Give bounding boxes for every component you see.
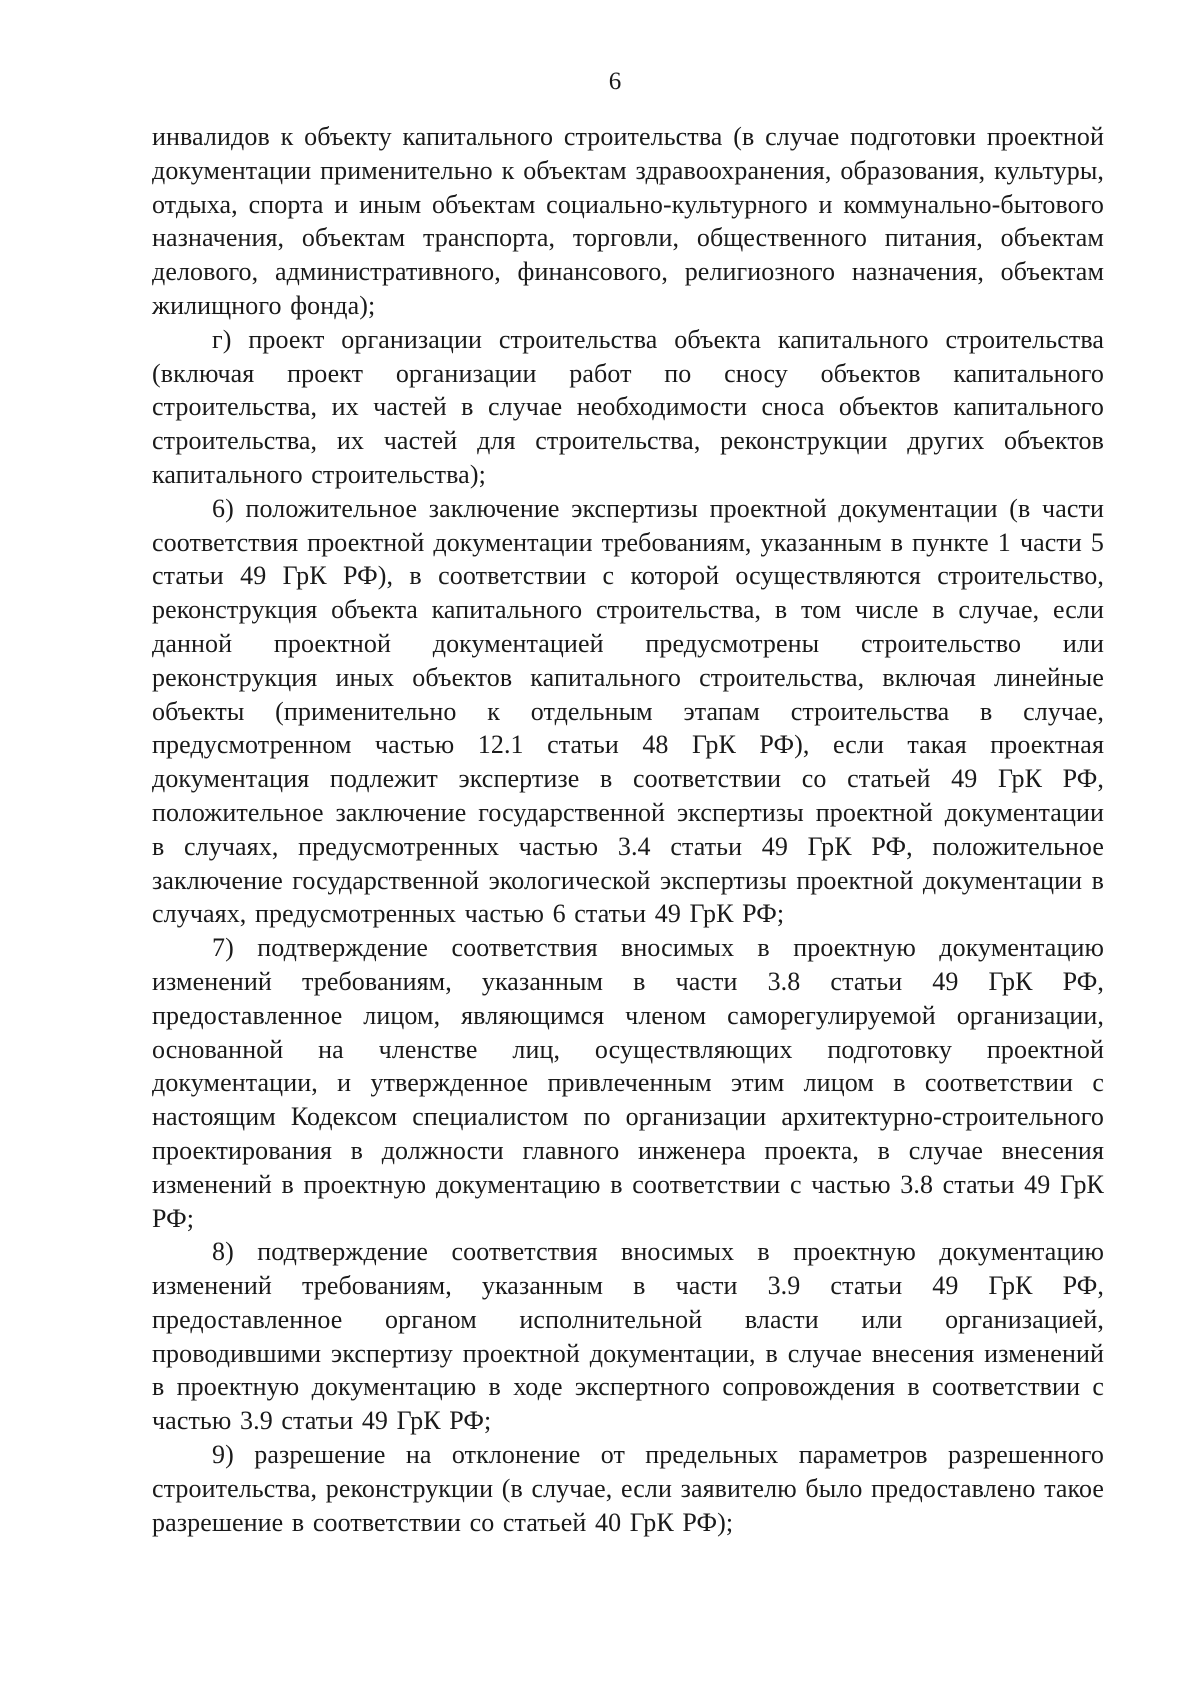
paragraph-item-g: г) проект организации строительства объекта капитального строительства (включая проект организации работ по сносу объектов капитального строительства, их частей в случае необходимости сноса объектов капитального строительства, их частей для строительства, реконструкции других объектов капитального строительства); bbox=[152, 324, 1104, 489]
paragraph-continuation: инвалидов к объекту капитального строительства (в случае подготовки проектной документации применительно к объектам здравоохранения, образования, культуры, отдыха, спорта и иным объектам социально-культурного и коммунально-бытового назначения, объектам транспорта, торговли, общественного питания, объектам делового, административного, финансового, религиозного назначения, объектам жилищного фонда); bbox=[152, 122, 1104, 320]
paragraph-item-9: 9) разрешение на отклонение от предельных параметров разрешенного строительства, реконструкции (в случае, если заявителю было предоставлено такое разрешение в соответствии со статьей 40 ГрК РФ); bbox=[152, 1440, 1104, 1537]
page-number: 6 bbox=[608, 68, 622, 95]
paragraph-item-6: 6) положительное заключение экспертизы проектной документации (в части соответствия проектной документации требованиям, указанным в пункте 1 части 5 статьи 49 ГрК РФ), в соответствии с которой осуществляются строительство, реконструкция объекта капитального строительства, в том числе в случае, если данной проектной документацией предусмотрены строительство или реконструкция иных объектов капитального строительства, включая линейные объекты (применительно к отдельным этапам строительства в случае, предусмотренном частью 12.1 статьи 48 ГрК РФ), если такая проектная документация подлежит экспертизе в соответствии со статьей 49 ГрК РФ, положительное заключение государственной экспертизы проектной документации в случаях, предусмотренных частью 3.4 статьи 49 ГрК РФ, положительное заключение государственной экологической экспертизы проектной документации в случаях, предусмотренных частью 6 статьи 49 ГрК РФ; bbox=[152, 493, 1104, 929]
paragraph-item-8: 8) подтверждение соответствия вносимых в проектную документацию изменений требованиям, указанным в части 3.9 статьи 49 ГрК РФ, предоставленное органом исполнительной власти или организацией, проводившими экспертизу проектной документации, в случае внесения изменений в проектную документацию в ходе экспертного сопровождения в соответствии с частью 3.9 статьи 49 ГрК РФ; bbox=[152, 1237, 1104, 1436]
document-body bbox=[152, 120, 1104, 1539]
paragraph-item-7: 7) подтверждение соответствия вносимых в проектную документацию изменений требованиям, указанным в части 3.8 статьи 49 ГрК РФ, предоставленное лицом, являющимся членом саморегулируемой организации, основанной на членстве лиц, осуществляющих подготовку проектной документации, и утвержденное привлеченным этим лицом в соответствии с настоящим Кодексом специалистом по организации архитектурно-строительного проектирования в должности главного инженера проекта, в случае внесения изменений в проектную документацию в соответствии с частью 3.8 статьи 49 ГрК РФ; bbox=[152, 933, 1104, 1233]
